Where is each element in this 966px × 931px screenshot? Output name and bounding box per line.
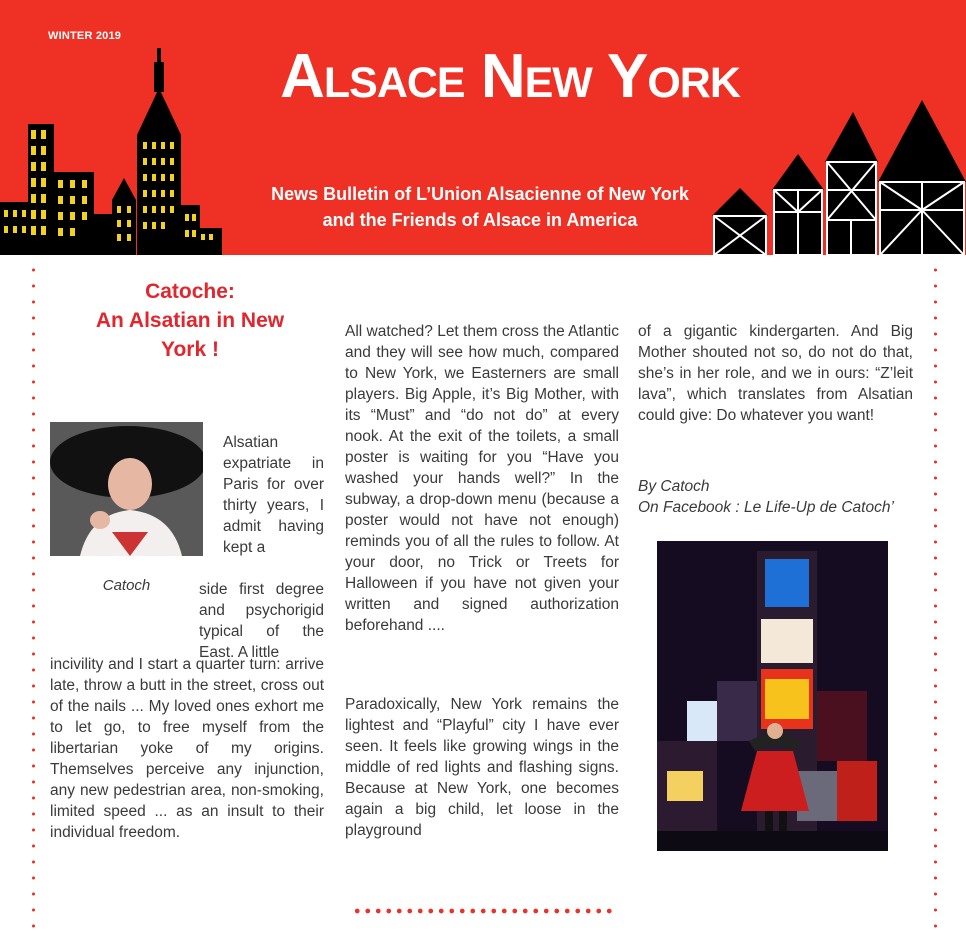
article-byline <box>638 476 894 518</box>
masthead-title: Alsace New York <box>280 42 740 111</box>
headline-line: An Alsatian in New <box>95 309 285 332</box>
subtitle-line: and the Friends of Alsace in America <box>322 210 638 230</box>
article-text: of a gigantic kindergarten. And Big Mother shouted not so, do not do that, she’s in her role, and we in ours: “Z’leit lava”, which translates from Alsatian could give: Do whatever you want! <box>638 323 913 424</box>
article-text: incivility and I start a quarter turn: arrive late, throw a butt in the street, cross out of the nails ... My loved ones exhort me to let go, to free myself from the libertarian yoke of my origins. Themselves perceive any injunction, any new pedestrian area, non-smoking, limited speed ... as an insult to their individual freedom. <box>50 656 324 841</box>
article-headline <box>50 277 330 364</box>
headline-line: Catoche: <box>145 280 235 303</box>
article-text: Alsatian expatriate in Paris for over thirty years, I admit having kept a <box>223 434 324 556</box>
subtitle-line: News Bulletin of L’Union Alsacienne of New York <box>271 184 689 204</box>
masthead-banner <box>0 0 966 255</box>
alsatian-houses-illustration <box>700 100 966 255</box>
headline-line: York ! <box>161 338 219 361</box>
times-square-illustration <box>657 541 888 851</box>
article-text: All watched? Let them cross the Atlantic and they will see how much, compared to New York, we Easterners are small players. Big Apple, it’s Big Mother, with its “Must” and “do not do” at every nook. At the exit of the toilets, a small poster is waiting for you “Have you washed your hands well?” In the subway, a drop-down menu (because a poster would not have not enough) reminds you of all the rules to follow. At your door, no Trick or Treets for Halloween if you have not given your written and signed authorization beforehand .... <box>345 323 619 634</box>
issue-season: WINTER 2019 <box>48 30 122 42</box>
byline-facebook: On Facebook : Le Life-Up de Catoch’ <box>638 499 894 516</box>
photo-caption: Catoch <box>102 577 151 594</box>
masthead-subtitle <box>230 181 730 233</box>
dotted-border-right <box>934 262 937 930</box>
times-square-photo <box>657 541 888 851</box>
dotted-border-left <box>32 262 35 930</box>
dotted-end-mark <box>352 908 614 914</box>
author-portrait-photo <box>50 422 203 556</box>
article-text: side first degree and psychorigid typical of the East. A little <box>199 581 324 661</box>
byline-author: By Catoch <box>638 478 710 495</box>
article-text: Paradoxically, New York remains the lightest and “Playful” city I have ever seen. It feels like growing wings in the middle of red lights and flashing signs. Because at New York, one becomes again a big child, let loose in the playground <box>345 696 619 839</box>
portrait-illustration <box>50 422 203 556</box>
